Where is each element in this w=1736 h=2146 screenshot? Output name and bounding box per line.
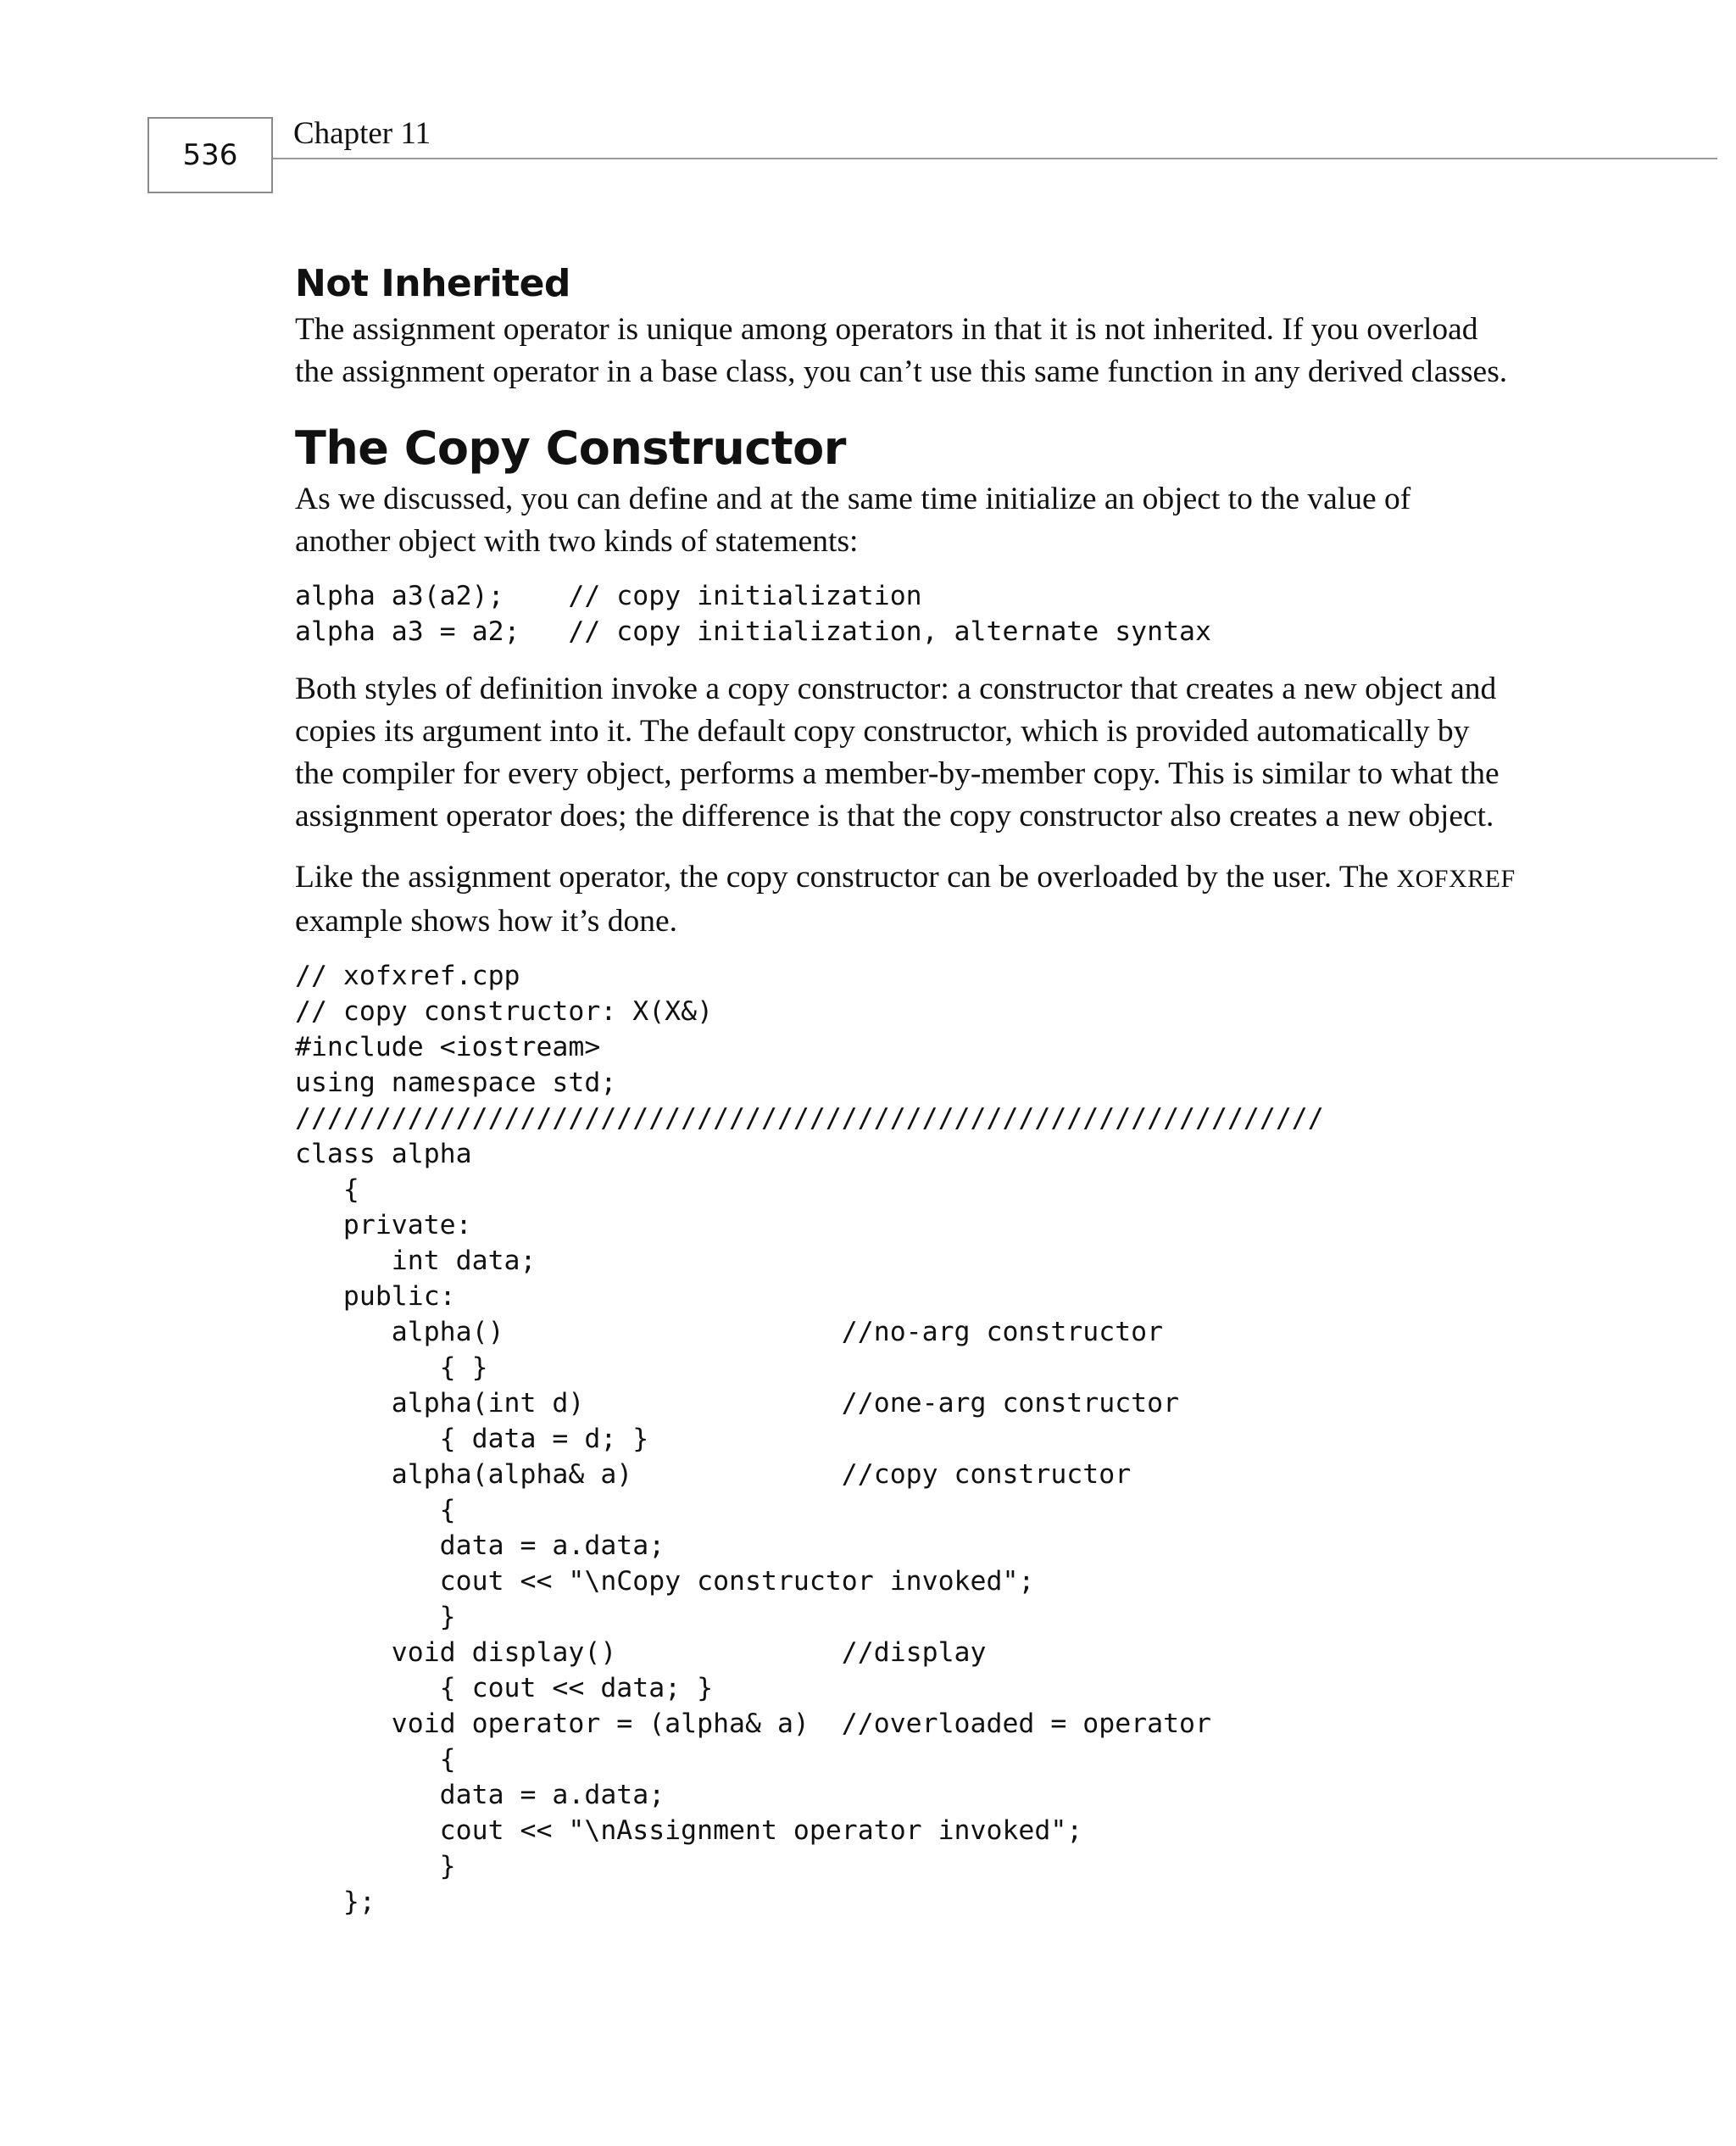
paragraph-intro: As we discussed, you can define and at the same time initialize an object to the value of another object with two kinds of statements: — [295, 482, 1411, 559]
heading-not-inherited: Not Inherited — [295, 262, 570, 305]
page-content — [295, 254, 1566, 1920]
header-divider — [273, 158, 1717, 159]
page-number: 536 — [147, 117, 273, 193]
code-listing-xofxref: // xofxref.cpp // copy constructor: X(X&) #include <iostream> using namespace std; //////////////////////////////////////////////////////////////// class alpha { private: int data; public: alpha() //no-arg constructor { } alpha(int d) //one-arg constructor { data = d; } alpha(alpha& a) //copy constructor { data = a.data; cout << "\nCopy constructor invoked"; } void display() //display { cout << data; } void operator = (alpha& a) //overloaded = operator { data = a.data; cout << "\nAssignment operator invoked"; } }; — [295, 961, 1324, 1917]
paragraph-overload-note-start: Like the assignment operator, the copy constructor can be overloaded by the user. The — [295, 860, 1397, 895]
paragraph-copy-constructor-explanation: Both styles of definition invoke a copy constructor: a constructor that creates a new object and copies its argument into it. The default copy constructor, which is provided automatically by the compiler for every object, performs a member-by-member copy. This is similar to what the assignment operator does; the difference is that the copy constructor also creates a new object. — [295, 672, 1500, 833]
chapter-title: Chapter 11 — [293, 116, 431, 151]
code-snippet-initialization: alpha a3(a2); // copy initialization alpha a3 = a2; // copy initialization, alternate syntax — [295, 581, 1211, 647]
heading-copy-constructor: The Copy Constructor — [295, 421, 846, 475]
paragraph-not-inherited: The assignment operator is unique among operators in that it is not inherited. If you overload the assignment operator in a base class, you can’t use this same function in any derived classes. — [295, 312, 1508, 389]
paragraph-overload-note — [295, 856, 1566, 943]
program-name-xofxref: XOFXREF — [1396, 865, 1516, 893]
paragraph-overload-note-end: example shows how it’s done. — [295, 904, 677, 939]
